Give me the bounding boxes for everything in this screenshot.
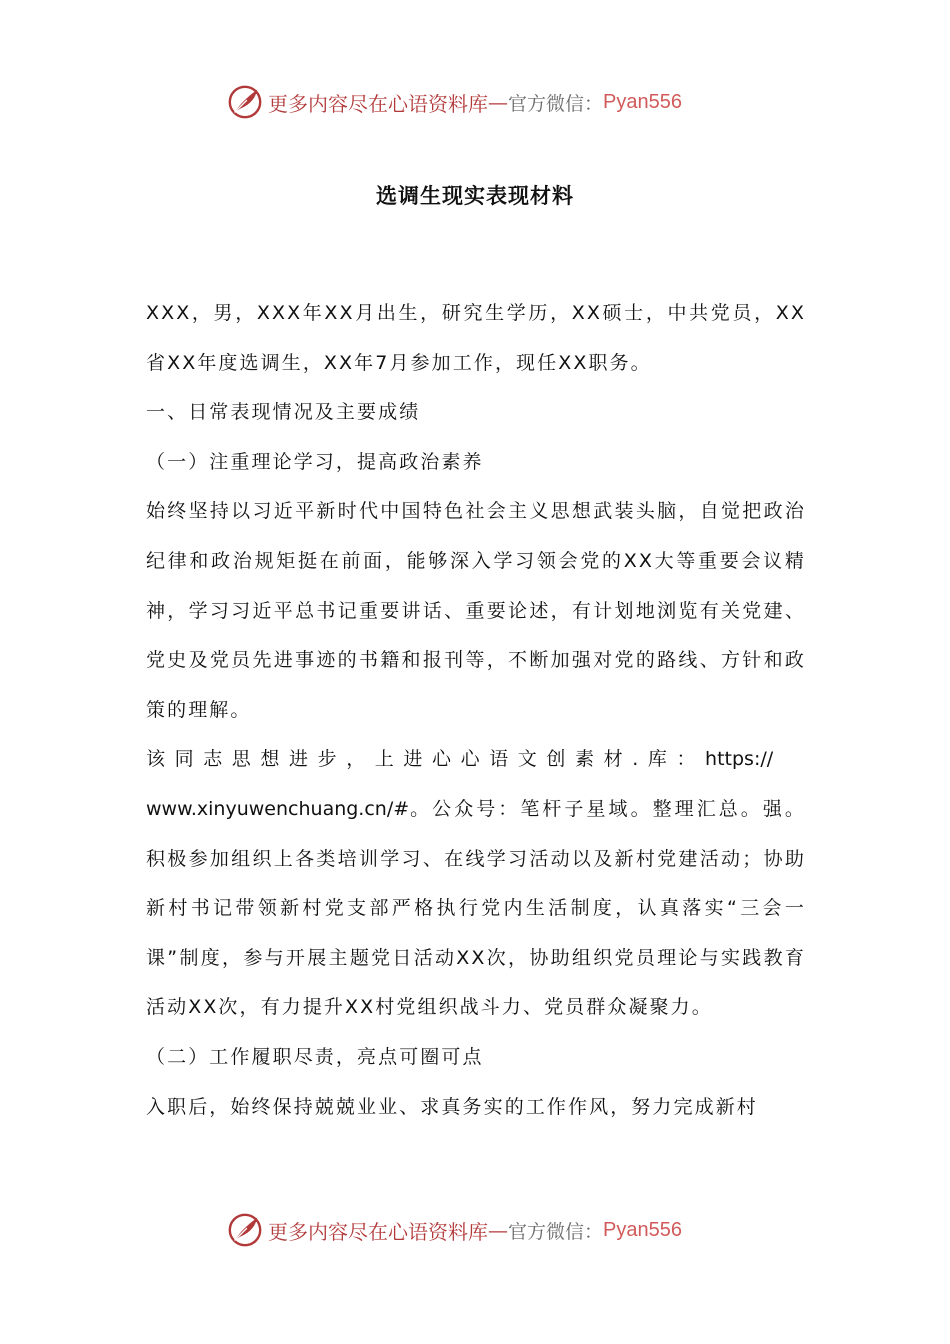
watermark-wechat-id: Pyan556 [603,1218,682,1241]
document-body [146,289,806,1132]
watermark-wechat-label: 官方微信： [508,92,604,115]
intro-paragraph: XXX，男，XXX年XX月出生，研究生学历，XX硕士，中共党员，XX省XX年度选调生，XX年7月参加工作，现任XX职务。 [146,302,806,374]
body-paragraph-2 [146,735,806,1033]
body-paragraph-3: 入职后，始终保持兢兢业业、求真务实的工作作风，努力完成新村 [146,1095,758,1118]
footer-watermark-banner [226,1210,682,1250]
subsection-heading-2: （二）工作履职尽责，亮点可圈可点 [146,1045,484,1068]
subsection-heading-1: （一）注重理论学习，提高政治素养 [146,450,484,473]
source-url-part-2: www.xinyuwenchuang.cn/# [146,797,410,820]
watermark-dash: — [488,1218,508,1242]
quill-logo-icon [226,1211,264,1249]
paragraph-2-rest: 。公众号：笔杆子星域。整理汇总。强。积极参加组织上各类培训学习、在线学习活动以及新村党建活动；协助新村书记带领新村党支部严格执行党内生活制度，认真落实“三会一课”制度，参与开展主题党日活动XX次，协助组织党员理论与实践教育活动XX次，有力提升XX村党组织战斗力、党员群众凝聚力。 [146,797,806,1019]
watermark-wechat-id: Pyan556 [603,90,682,113]
watermark-brand-text: 更多内容尽在心语资料库 [268,1219,488,1244]
watermark-wechat-label: 官方微信： [508,1220,604,1243]
watermark-brand-text: 更多内容尽在心语资料库 [268,91,488,116]
document-title: 选调生现实表现材料 [376,184,574,208]
paragraph-2-lead: 该同志思想进步，上进心心语文创素材.库： [146,748,706,771]
section-heading-1: 一、日常表现情况及主要成绩 [146,401,421,424]
quill-logo-icon [226,83,264,121]
header-watermark-banner [226,82,682,122]
watermark-dash: — [488,90,508,114]
source-url-part-1: https:// [705,748,774,771]
body-paragraph-1: 始终坚持以习近平新时代中国特色社会主义思想武装头脑，自觉把政治纪律和政治规矩挺在前面，能够深入学习领会党的XX大等重要会议精神，学习习近平总书记重要讲话、重要论述，有计划地浏览有关党建、党史及党员先进事迹的书籍和报刊等，不断加强对党的路线、方针和政策的理解。 [146,500,806,721]
